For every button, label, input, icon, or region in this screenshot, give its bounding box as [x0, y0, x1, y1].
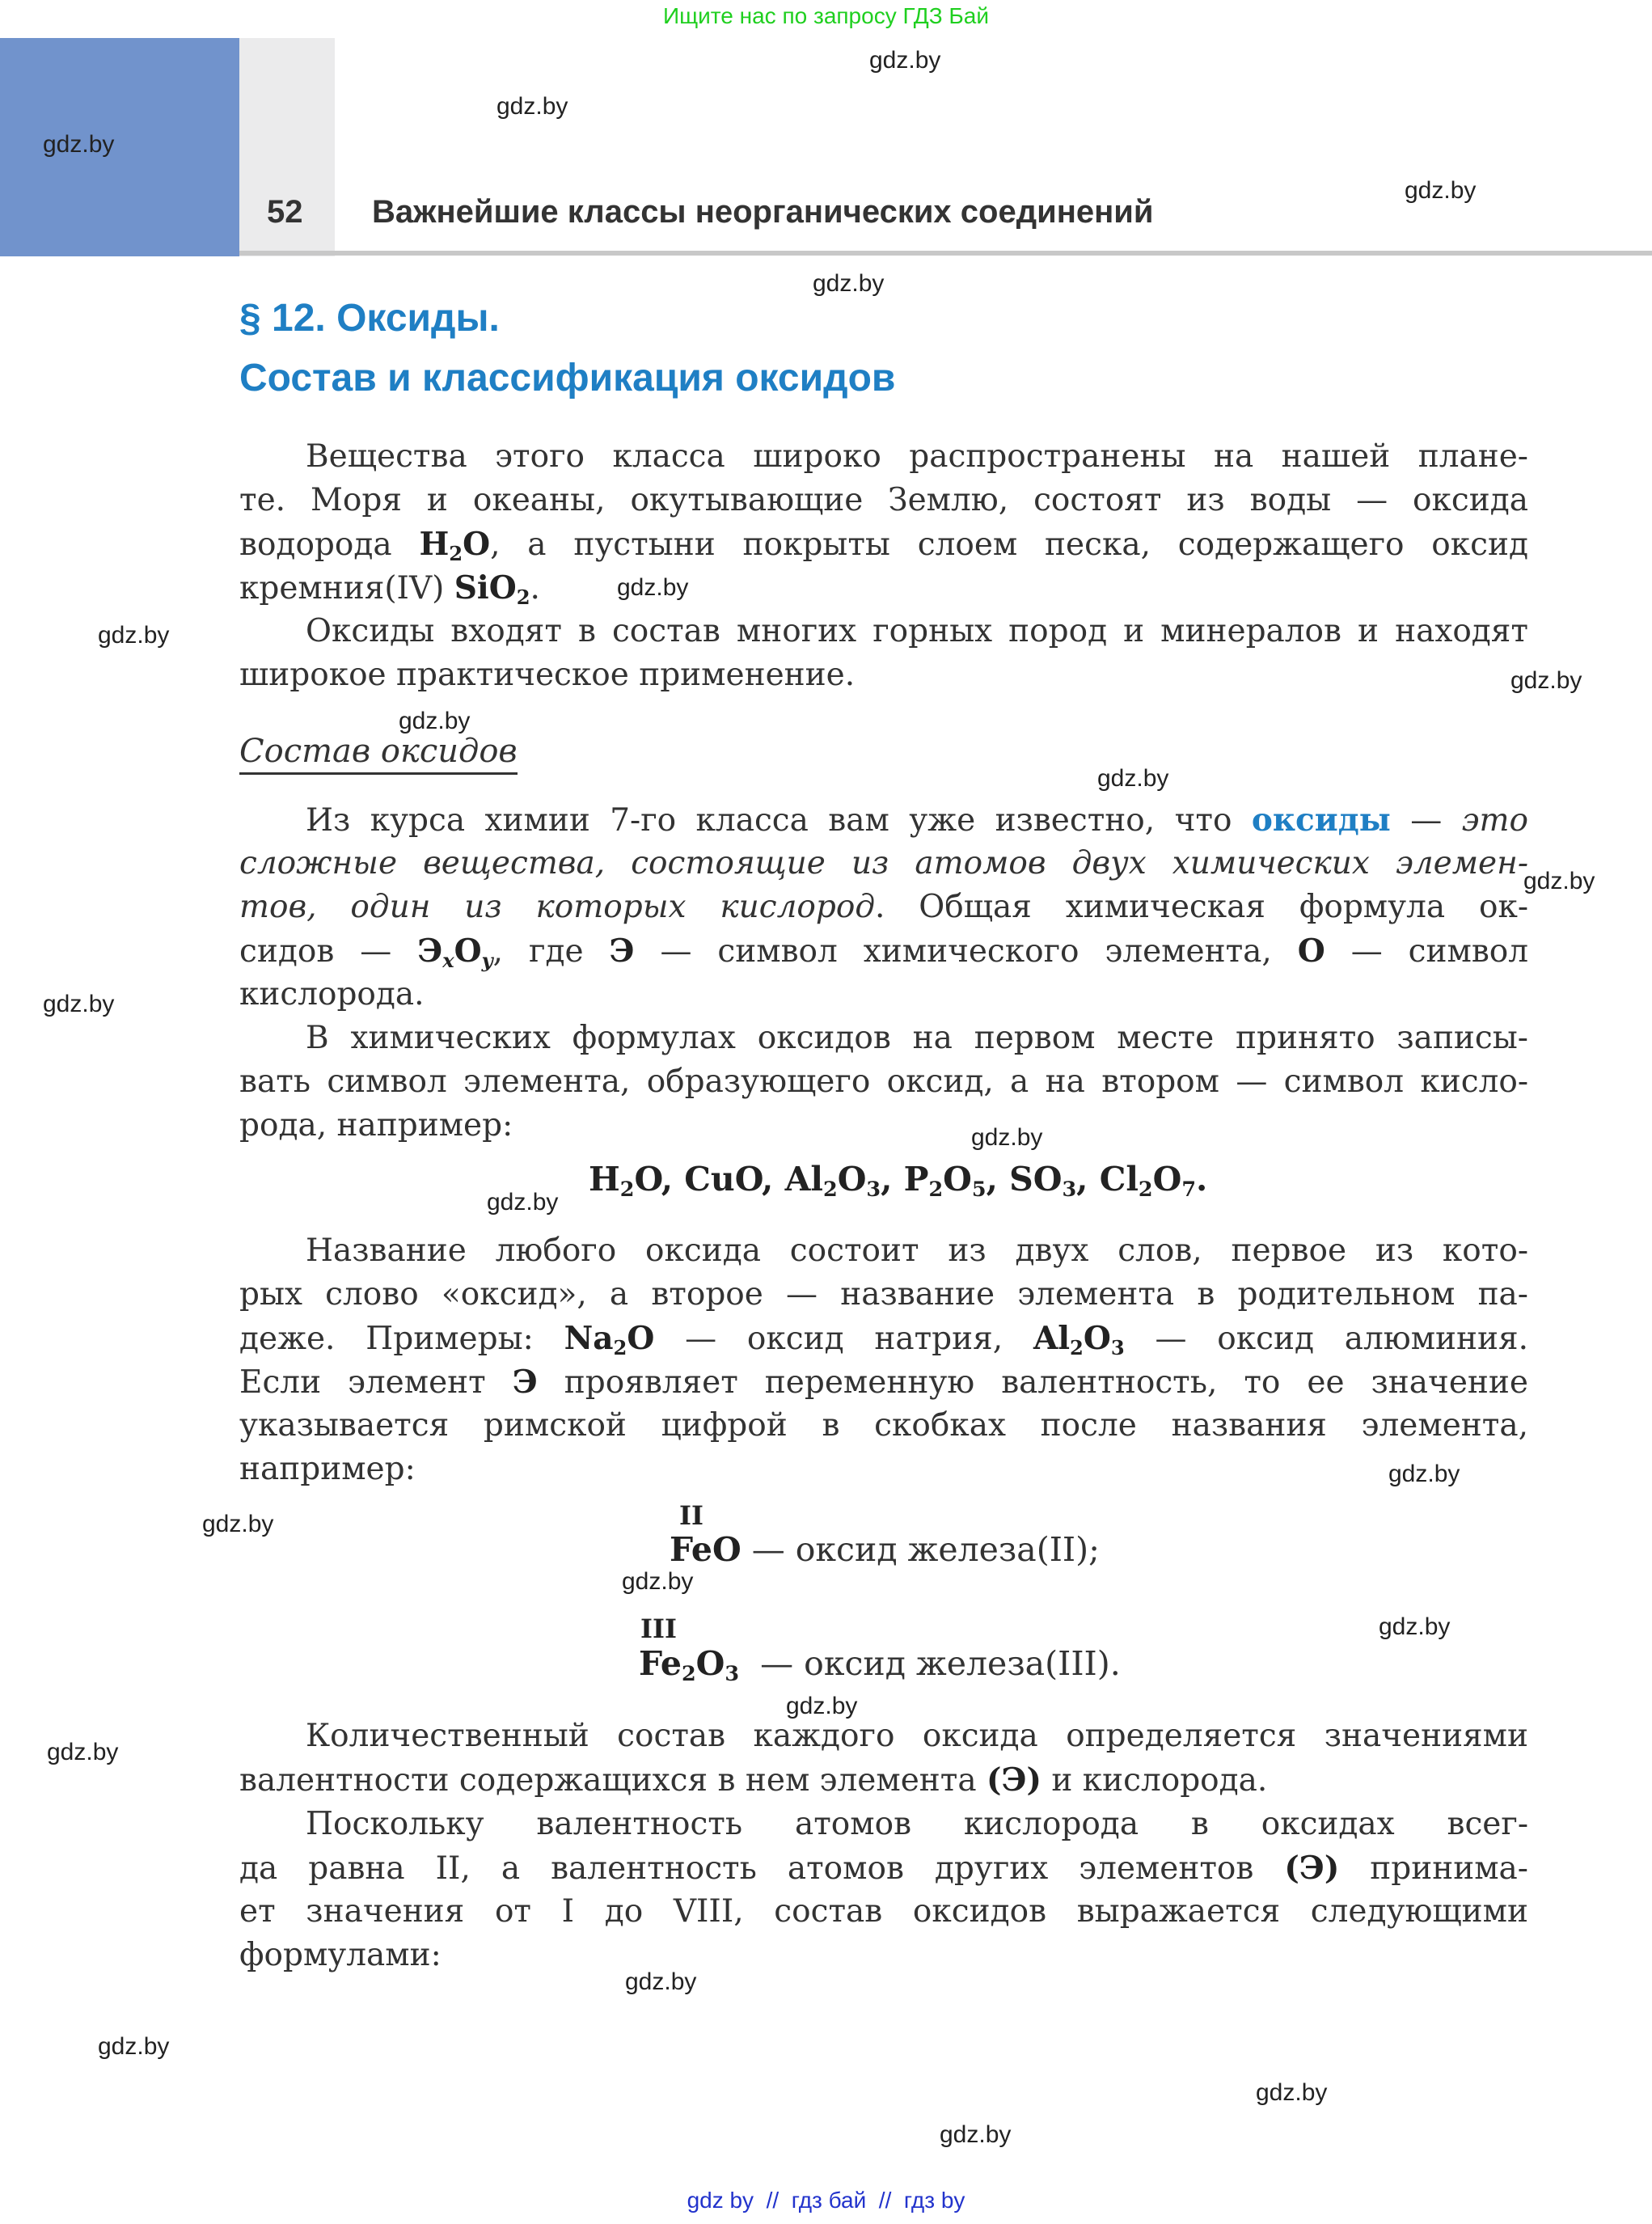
watermark: gdz.by — [98, 2033, 170, 2060]
watermark: gdz.by — [496, 93, 568, 120]
watermark: gdz.by — [43, 991, 115, 1017]
section-subtitle: Состав и классификация оксидов — [239, 357, 896, 400]
valence-label: II — [679, 1500, 703, 1531]
naming-paragraph: Название любого оксида состоит из двух слов, первое из кото- рых слово «оксид», а второе — название элемента в родительном па- деже. Примеры: $Na_2O$ — оксид натрия, $Al_2O_3$ — оксид алюминия. Если элемент Э проявляет переменную валентность, то ее значение указывается римской цифрой в скобках после названия элемента, например: — [239, 1233, 1529, 1487]
quantitative-paragraph-2: Поскольку валентность атомов кислорода в оксидах всег- да равна II, а валентность атомов других элементов (Э) принима- ет значения от I до VIII, состав оксидов выражается следующими формулами: — [239, 1806, 1528, 1973]
intro-paragraph-1: Вещества этого класса широко распространены на нашей плане- те. Моря и океаны, окутывающие Землю, состоят из воды — оксида водорода $H_2O$, а пустыни покрыты слоем песка, содержащего оксид кремния(IV) SiO$_2$. — [239, 438, 1529, 609]
valence-label: III — [640, 1613, 677, 1644]
watermark: gdz.by — [1256, 2079, 1328, 2106]
quantitative-paragraph-1: Количественный состав каждого оксида определяется значениями валентности содержащихся в нем элемента (Э) и кислорода. — [239, 1718, 1528, 1799]
keyword-oxides: оксиды — [1251, 801, 1391, 839]
watermark: gdz.by — [487, 1189, 559, 1216]
section-title: § 12. Оксиды. — [239, 297, 500, 340]
watermark: gdz.by — [1097, 765, 1169, 792]
watermark: gdz.by — [202, 1511, 274, 1537]
top-banner: Ищите нас по запросу ГДЗ Бай — [662, 3, 990, 28]
example-fe2o3: $Fe_2O_3$ — оксид железа(III). — [639, 1644, 1121, 1686]
watermark: gdz.by — [1388, 1461, 1460, 1487]
watermark: gdz.by — [786, 1693, 858, 1719]
watermark: gdz.by — [399, 708, 471, 734]
bottom-links[interactable]: gdz by // гдз бай // гдз by — [687, 2188, 965, 2213]
subheading-underline — [239, 772, 518, 775]
subheading-composition: Состав оксидов — [239, 733, 518, 770]
watermark: gdz.by — [971, 1124, 1043, 1151]
page-number: 52 — [267, 194, 303, 230]
watermark: gdz.by — [47, 1739, 119, 1765]
watermark: gdz.by — [813, 270, 885, 297]
composition-paragraph: Из курса химии 7-го класса вам уже известно, что оксиды — это сложные вещества, состоящие из атомов двух химических элемен- тов, один из которых кислород. Общая химическая формула ок- сидов — $Э_xO_y$, где Э — символ химического элемента, O — символ кислорода. — [239, 801, 1529, 1013]
example-feo: FeO — оксид железа(II); — [670, 1530, 1100, 1569]
running-head: Важнейшие классы неорганических соединений — [372, 194, 1154, 230]
watermark: gdz.by — [940, 2121, 1012, 2148]
intro-paragraph-2: Оксиды входят в состав многих горных пород и минералов и находят широкое практическое применение. — [239, 613, 1528, 693]
watermark: gdz.by — [1379, 1613, 1451, 1640]
watermark: gdz.by — [98, 622, 170, 649]
watermark: gdz.by — [43, 131, 115, 158]
watermark: gdz.by — [1405, 177, 1477, 204]
header-rule — [239, 251, 1652, 256]
formula-order-paragraph: В химических формулах оксидов на первом месте принято записы- вать символ элемента, образующего оксид, а на втором — символ кисло- рода, например: — [239, 1020, 1528, 1144]
watermark: gdz.by — [625, 1968, 697, 1995]
watermark: gdz.by — [1510, 667, 1582, 694]
watermark: gdz.by — [617, 574, 689, 601]
watermark: gdz.by — [622, 1568, 694, 1595]
watermark: gdz.by — [1523, 868, 1595, 894]
formula-examples: $H_2O$, CuO, $Al_2O_3$, $P_2O_5$, $SO_3$, $Cl_2O_7$. — [589, 1160, 1208, 1202]
watermark: gdz.by — [869, 47, 941, 74]
header-color-block — [0, 38, 239, 256]
